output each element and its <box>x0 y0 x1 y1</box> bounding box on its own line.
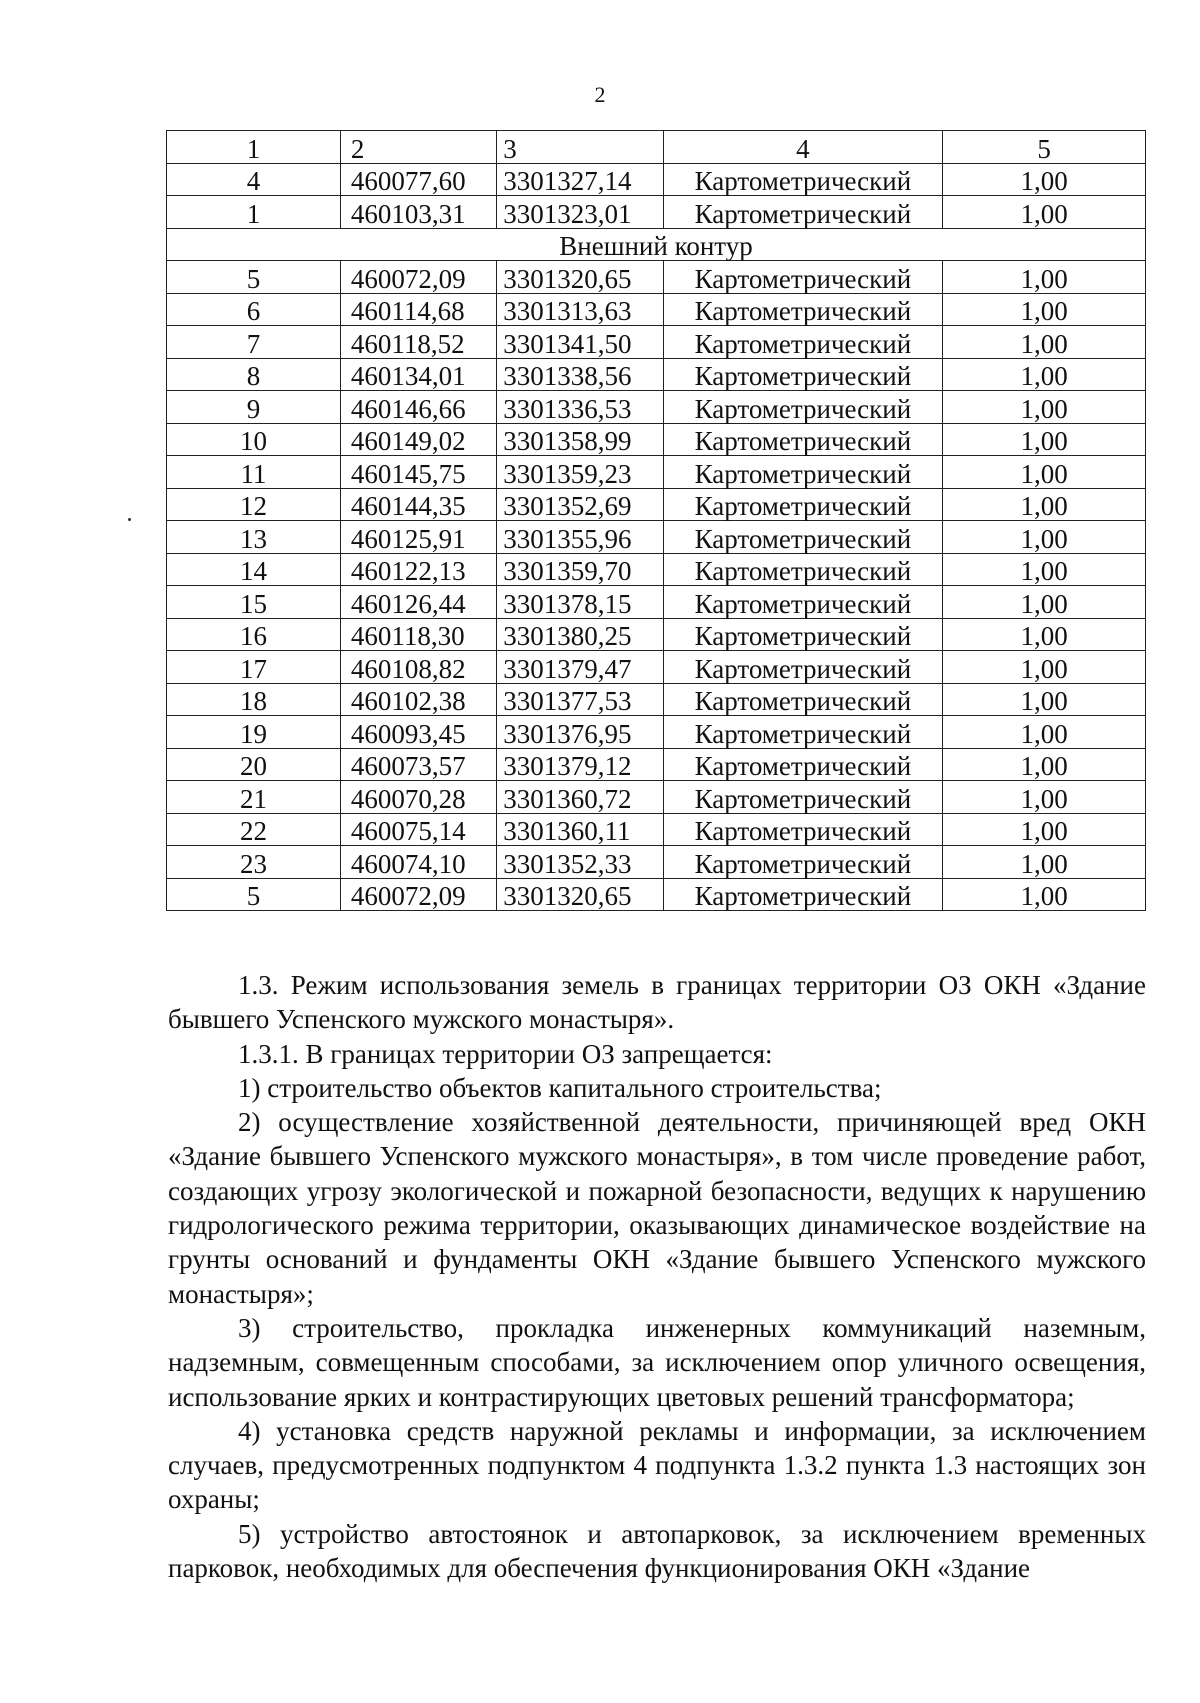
table-cell: 3301380,25 <box>497 618 663 651</box>
table-cell: 3301359,23 <box>497 456 663 489</box>
table-cell: 460070,28 <box>340 781 496 814</box>
table-cell: 14 <box>167 553 341 586</box>
table-cell: 1,00 <box>943 163 1146 196</box>
table-cell: 1,00 <box>943 488 1146 521</box>
table-cell: 460134,01 <box>340 358 496 391</box>
table-header-row <box>167 131 1146 164</box>
table-cell: 3301338,56 <box>497 358 663 391</box>
table-cell: 460072,09 <box>340 261 496 294</box>
table-cell: 4 <box>663 131 943 164</box>
table-cell: 3301376,95 <box>497 716 663 749</box>
table-row <box>167 423 1146 456</box>
table-cell: 3301327,14 <box>497 163 663 196</box>
table-cell: 1,00 <box>943 423 1146 456</box>
paragraph: 2) осуществление хозяйственной деятельности, причиняющей вред ОКН «Здание бывшего Успенского мужского монастыря», в том числе проведение работ, создающих угрозу экологической и пожарной безопасности, ведущих к нарушению гидрологического режима территории, оказывающих динамическое воздействие на грунты оснований и фундаменты ОКН «Здание бывшего Успенского мужского монастыря»; <box>168 1107 1146 1309</box>
table-cell: 3301320,65 <box>497 878 663 911</box>
paragraph: 1.3. Режим использования земель в границах территории ОЗ ОКН «Здание бывшего Успенского мужского монастыря». <box>168 970 1146 1035</box>
table-row <box>167 651 1146 684</box>
table-cell: 5 <box>943 131 1146 164</box>
table-cell: 13 <box>167 521 341 554</box>
table-cell: Картометрический <box>663 423 943 456</box>
table-row <box>167 553 1146 586</box>
table-cell: 460122,13 <box>340 553 496 586</box>
table-cell: 1,00 <box>943 846 1146 879</box>
table-cell: Картометрический <box>663 163 943 196</box>
table-cell: 460118,52 <box>340 326 496 359</box>
table-row <box>167 813 1146 846</box>
table-cell: Картометрический <box>663 813 943 846</box>
table-cell: Картометрический <box>663 781 943 814</box>
table-cell: 1,00 <box>943 358 1146 391</box>
table-cell: 460114,68 <box>340 293 496 326</box>
table-cell: 22 <box>167 813 341 846</box>
table-cell: 3301323,01 <box>497 196 663 229</box>
table-cell: 3301313,63 <box>497 293 663 326</box>
table-cell: 1,00 <box>943 716 1146 749</box>
table-cell: 460125,91 <box>340 521 496 554</box>
table-cell: Картометрический <box>663 196 943 229</box>
table-cell: 3301360,11 <box>497 813 663 846</box>
table-row <box>167 261 1146 294</box>
table-cell: 3301377,53 <box>497 683 663 716</box>
table-cell: 1,00 <box>943 878 1146 911</box>
table-cell: 460072,09 <box>340 878 496 911</box>
table-cell: 1,00 <box>943 553 1146 586</box>
table-cell: 20 <box>167 748 341 781</box>
table-cell: 1,00 <box>943 196 1146 229</box>
page-number: 2 <box>594 82 606 107</box>
table-cell: 3301320,65 <box>497 261 663 294</box>
table-cell: 1,00 <box>943 618 1146 651</box>
table-cell: 3301341,50 <box>497 326 663 359</box>
table-cell: 1 <box>167 131 341 164</box>
paragraph: 1.3.1. В границах территории ОЗ запрещается: <box>238 1038 773 1069</box>
table-row <box>167 358 1146 391</box>
table-cell: 15 <box>167 586 341 619</box>
table-cell: Картометрический <box>663 326 943 359</box>
table-cell: Картометрический <box>663 293 943 326</box>
table-cell: 12 <box>167 488 341 521</box>
table-cell: 460102,38 <box>340 683 496 716</box>
table-cell: 17 <box>167 651 341 684</box>
table-cell: Картометрический <box>663 358 943 391</box>
table-cell: 460126,44 <box>340 586 496 619</box>
coordinates-table <box>166 130 1146 911</box>
table-row <box>167 488 1146 521</box>
table-cell: 16 <box>167 618 341 651</box>
table-cell: 1 <box>167 196 341 229</box>
table-cell: Картометрический <box>663 716 943 749</box>
table-cell: 2 <box>340 131 496 164</box>
table-cell: 1,00 <box>943 521 1146 554</box>
table-row <box>167 846 1146 879</box>
table-row <box>167 293 1146 326</box>
table-cell: 6 <box>167 293 341 326</box>
table-cell: 460108,82 <box>340 651 496 684</box>
table-row <box>167 163 1146 196</box>
table-cell: 1,00 <box>943 651 1146 684</box>
table-cell: 1,00 <box>943 326 1146 359</box>
table-row <box>167 878 1146 911</box>
table-row <box>167 326 1146 359</box>
table-cell: Картометрический <box>663 748 943 781</box>
table-cell: Картометрический <box>663 261 943 294</box>
table-cell: 3 <box>497 131 663 164</box>
table-cell: 3301360,72 <box>497 781 663 814</box>
table-cell: Картометрический <box>663 456 943 489</box>
table-cell: Картометрический <box>663 553 943 586</box>
table-cell: 1,00 <box>943 586 1146 619</box>
table-cell: 18 <box>167 683 341 716</box>
table-cell: 460149,02 <box>340 423 496 456</box>
paragraph: 3) строительство, прокладка инженерных коммуникаций наземным, надземным, совмещенным способами, за исключением опор уличного освещения, использование ярких и контрастирующих цветовых решений трансформатора; <box>168 1312 1146 1412</box>
table-cell: 3301352,33 <box>497 846 663 879</box>
table-cell: 1,00 <box>943 391 1146 424</box>
table-cell: Картометрический <box>663 651 943 684</box>
table-row <box>167 618 1146 651</box>
table-cell: 1,00 <box>943 781 1146 814</box>
table-cell: 7 <box>167 326 341 359</box>
table-row <box>167 586 1146 619</box>
table-cell: Картометрический <box>663 878 943 911</box>
table-cell: 1,00 <box>943 748 1146 781</box>
table-cell: 460103,31 <box>340 196 496 229</box>
table-row <box>167 196 1146 229</box>
table-cell: 3301355,96 <box>497 521 663 554</box>
table-cell: 1,00 <box>943 293 1146 326</box>
table-cell: Картометрический <box>663 488 943 521</box>
table-cell: 19 <box>167 716 341 749</box>
table-row <box>167 391 1146 424</box>
table-cell: 1,00 <box>943 813 1146 846</box>
table-section-row <box>167 228 1146 261</box>
table-row <box>167 748 1146 781</box>
table-cell: 3301359,70 <box>497 553 663 586</box>
table-cell: Картометрический <box>663 618 943 651</box>
table-cell: 460077,60 <box>340 163 496 196</box>
table-cell: 460074,10 <box>340 846 496 879</box>
table-cell: 4 <box>167 163 341 196</box>
section-title: Внешний контур <box>167 228 1146 261</box>
table-cell: 8 <box>167 358 341 391</box>
table-row <box>167 683 1146 716</box>
table-row <box>167 456 1146 489</box>
table-cell: 460075,14 <box>340 813 496 846</box>
table-cell: 460118,30 <box>340 618 496 651</box>
table-row <box>167 781 1146 814</box>
table-cell: 21 <box>167 781 341 814</box>
table-cell: Картометрический <box>663 683 943 716</box>
table-cell: 1,00 <box>943 683 1146 716</box>
table-cell: 460093,45 <box>340 716 496 749</box>
table-cell: 3301379,12 <box>497 748 663 781</box>
table-cell: 11 <box>167 456 341 489</box>
paragraph: 1) строительство объектов капитального строительства; <box>238 1072 882 1103</box>
table-cell: 3301378,15 <box>497 586 663 619</box>
table-cell: 10 <box>167 423 341 456</box>
table-cell: 460146,66 <box>340 391 496 424</box>
table-cell: Картометрический <box>663 521 943 554</box>
paragraph: 4) установка средств наружной рекламы и информации, за исключением случаев, предусмотренных подпунктом 4 подпункта 1.3.2 пункта 1.3 настоящих зон охраны; <box>168 1415 1146 1515</box>
table-row <box>167 521 1146 554</box>
table-cell: 9 <box>167 391 341 424</box>
paragraph: 5) устройство автостоянок и автопарковок, за исключением временных парковок, необходимых для обеспечения функционирования ОКН «Здание <box>168 1518 1146 1584</box>
table-cell: 1,00 <box>943 261 1146 294</box>
scan-speck <box>128 518 131 521</box>
table-cell: 5 <box>167 261 341 294</box>
document-body <box>168 968 1146 1585</box>
table-cell: 1,00 <box>943 456 1146 489</box>
table-row <box>167 716 1146 749</box>
table-cell: 3301352,69 <box>497 488 663 521</box>
table-cell: 3301358,99 <box>497 423 663 456</box>
table-cell: 5 <box>167 878 341 911</box>
table-cell: 460144,35 <box>340 488 496 521</box>
table-cell: 3301336,53 <box>497 391 663 424</box>
table-cell: Картометрический <box>663 846 943 879</box>
table-cell: Картометрический <box>663 586 943 619</box>
table-cell: 3301379,47 <box>497 651 663 684</box>
table-cell: Картометрический <box>663 391 943 424</box>
table-cell: 23 <box>167 846 341 879</box>
table-cell: 460073,57 <box>340 748 496 781</box>
table-cell: 460145,75 <box>340 456 496 489</box>
